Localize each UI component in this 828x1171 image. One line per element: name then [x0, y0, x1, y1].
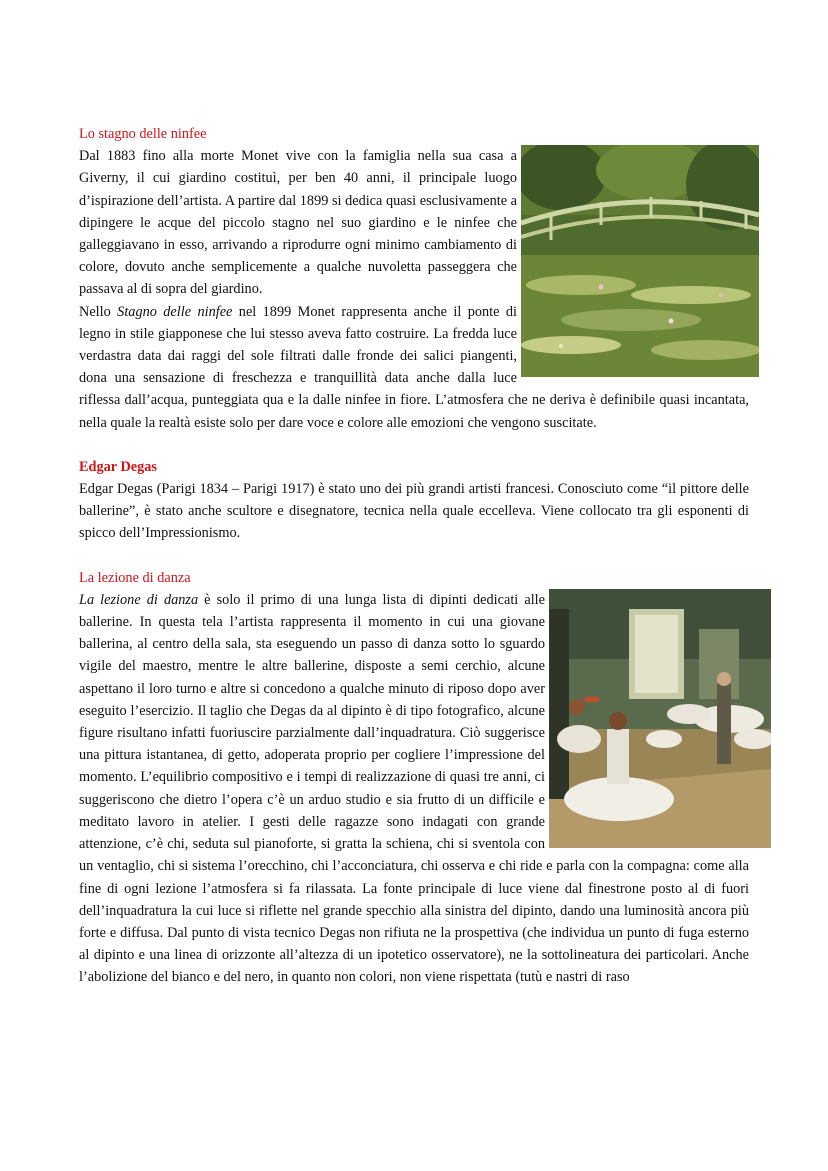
degas-painting-title: La lezione di danza — [79, 591, 199, 608]
section-paragraph-degas: Edgar Degas (Parigi 1834 – Parigi 1917) è stato uno dei più grandi artisti francesi. Conosciuto come “il pittore delle ballerine”, è stato anche scultore e disegnatore, tecnica nella quale eccelleva. Viene collocato tra gli esponenti di spicco dell’Impressionismo. — [79, 481, 749, 542]
document-body — [79, 123, 749, 989]
section-heading-monet: Lo stagno delle ninfee — [79, 126, 207, 142]
degas-dance-class-icon — [549, 589, 771, 848]
dance-class-paragraph-body: è solo il primo di una lunga lista di dipinti dedicati alle ballerine. In questa tela l’artista rappresenta il momento in cui una giovane ballerina, al centro della sala, sta eseguendo un passo di danza sotto lo sguardo vigile del maestro, mentre le altre ballerine, disposte a semi cerchio, alcune aspettano il loro turno e altre si concedono a qualche minuto di riposo dopo aver eseguito l’esercizio. Il taglio che Degas da al dipinto è di tipo fotografico, alcune figure risultano infatti fuoriuscire parzialmente dall’inquadratura. Ciò suggerisce una pittura istantanea, di getto, adoperata proprio per cogliere l’impressione del momento. L’equilibrio compositivo e i tempi di realizzazione di quasi tre anni, ci suggeriscono che dietro l’opera c’è un arduo studio e sia frutto di un difficile e meditato lavoro in atelier. I gesti delle ragazze sono indagati con grande attenzione, c’è chi, seduta sul pianoforte, si gratta la schiena, chi si sventola con un ventaglio, chi si sistema l’orecchino, chi l’acconciatura, chi osserva e chi ride e parla con la compagna: come alla fine di ogni lezione l’atmosfera si fa rilassata. La fonte principale di luce viene dal finestrone posto al di fuori dell’inquadratura la cui luce si riflette nel grande specchio alla sinistra del dipinto, dando una luminosità ancora più forte e diffusa. Dal punto di vista tecnico Degas non rifiuta ne la prospettiva (che individua un punto di fuga esterno al dipinto e una linea di orizzonte all’altezza di un ipotetico osservatore), ne la sottolineatura dei particolari. Anche l’abolizione del bianco e del nero, in quanto non colori, non viene rispettata (tutù e nastri di raso — [79, 591, 749, 986]
monet-paragraph-2-start: Nello — [79, 303, 118, 320]
monet-water-lily-pond-icon — [521, 145, 759, 377]
monet-painting-title: Stagno delle ninfee — [117, 303, 233, 320]
monet-paragraph-1: Dal 1883 fino alla morte Monet vive con la famiglia nella sua casa a Giverny, il cui giardino costituì, per ben 40 anni, il principale luogo d’ispirazione dell’artista. A partire dal 1899 si dedica quasi esclusivamente a dipingere le acque del piccolo stagno nel suo giardino e le ninfee che galleggiavano in esso, arrivando a riprodurre ogni minimo cambiamento di colore, dovuto anche semplicemente a qualche nuvoletta passeggera che passava al di sopra del giardino. — [79, 148, 517, 298]
monet-paragraph-2-rest: nel 1899 Monet rappresenta anche il ponte di legno in stile giapponese che lui stesso aveva fatto costruire. La fredda luce verdastra data dai raggi del sole filtrati dalle fronde dei salici piangenti, dona una sensazione di freschezza e tranquillità data anche dalla luce riflessa dall’acqua, punteggiata qua e la dalle ninfee in fiore. L’atmosfera che ne deriva è definibile quasi incantata, nella quale la realtà esiste solo per dare voce e colore alle emozioni che vengono suscitate. — [79, 303, 749, 431]
section-heading-degas: Edgar Degas — [79, 458, 157, 475]
degas-painting-image — [549, 589, 771, 848]
monet-painting-image — [521, 145, 759, 377]
section-heading-dance-class: La lezione di danza — [79, 569, 191, 586]
